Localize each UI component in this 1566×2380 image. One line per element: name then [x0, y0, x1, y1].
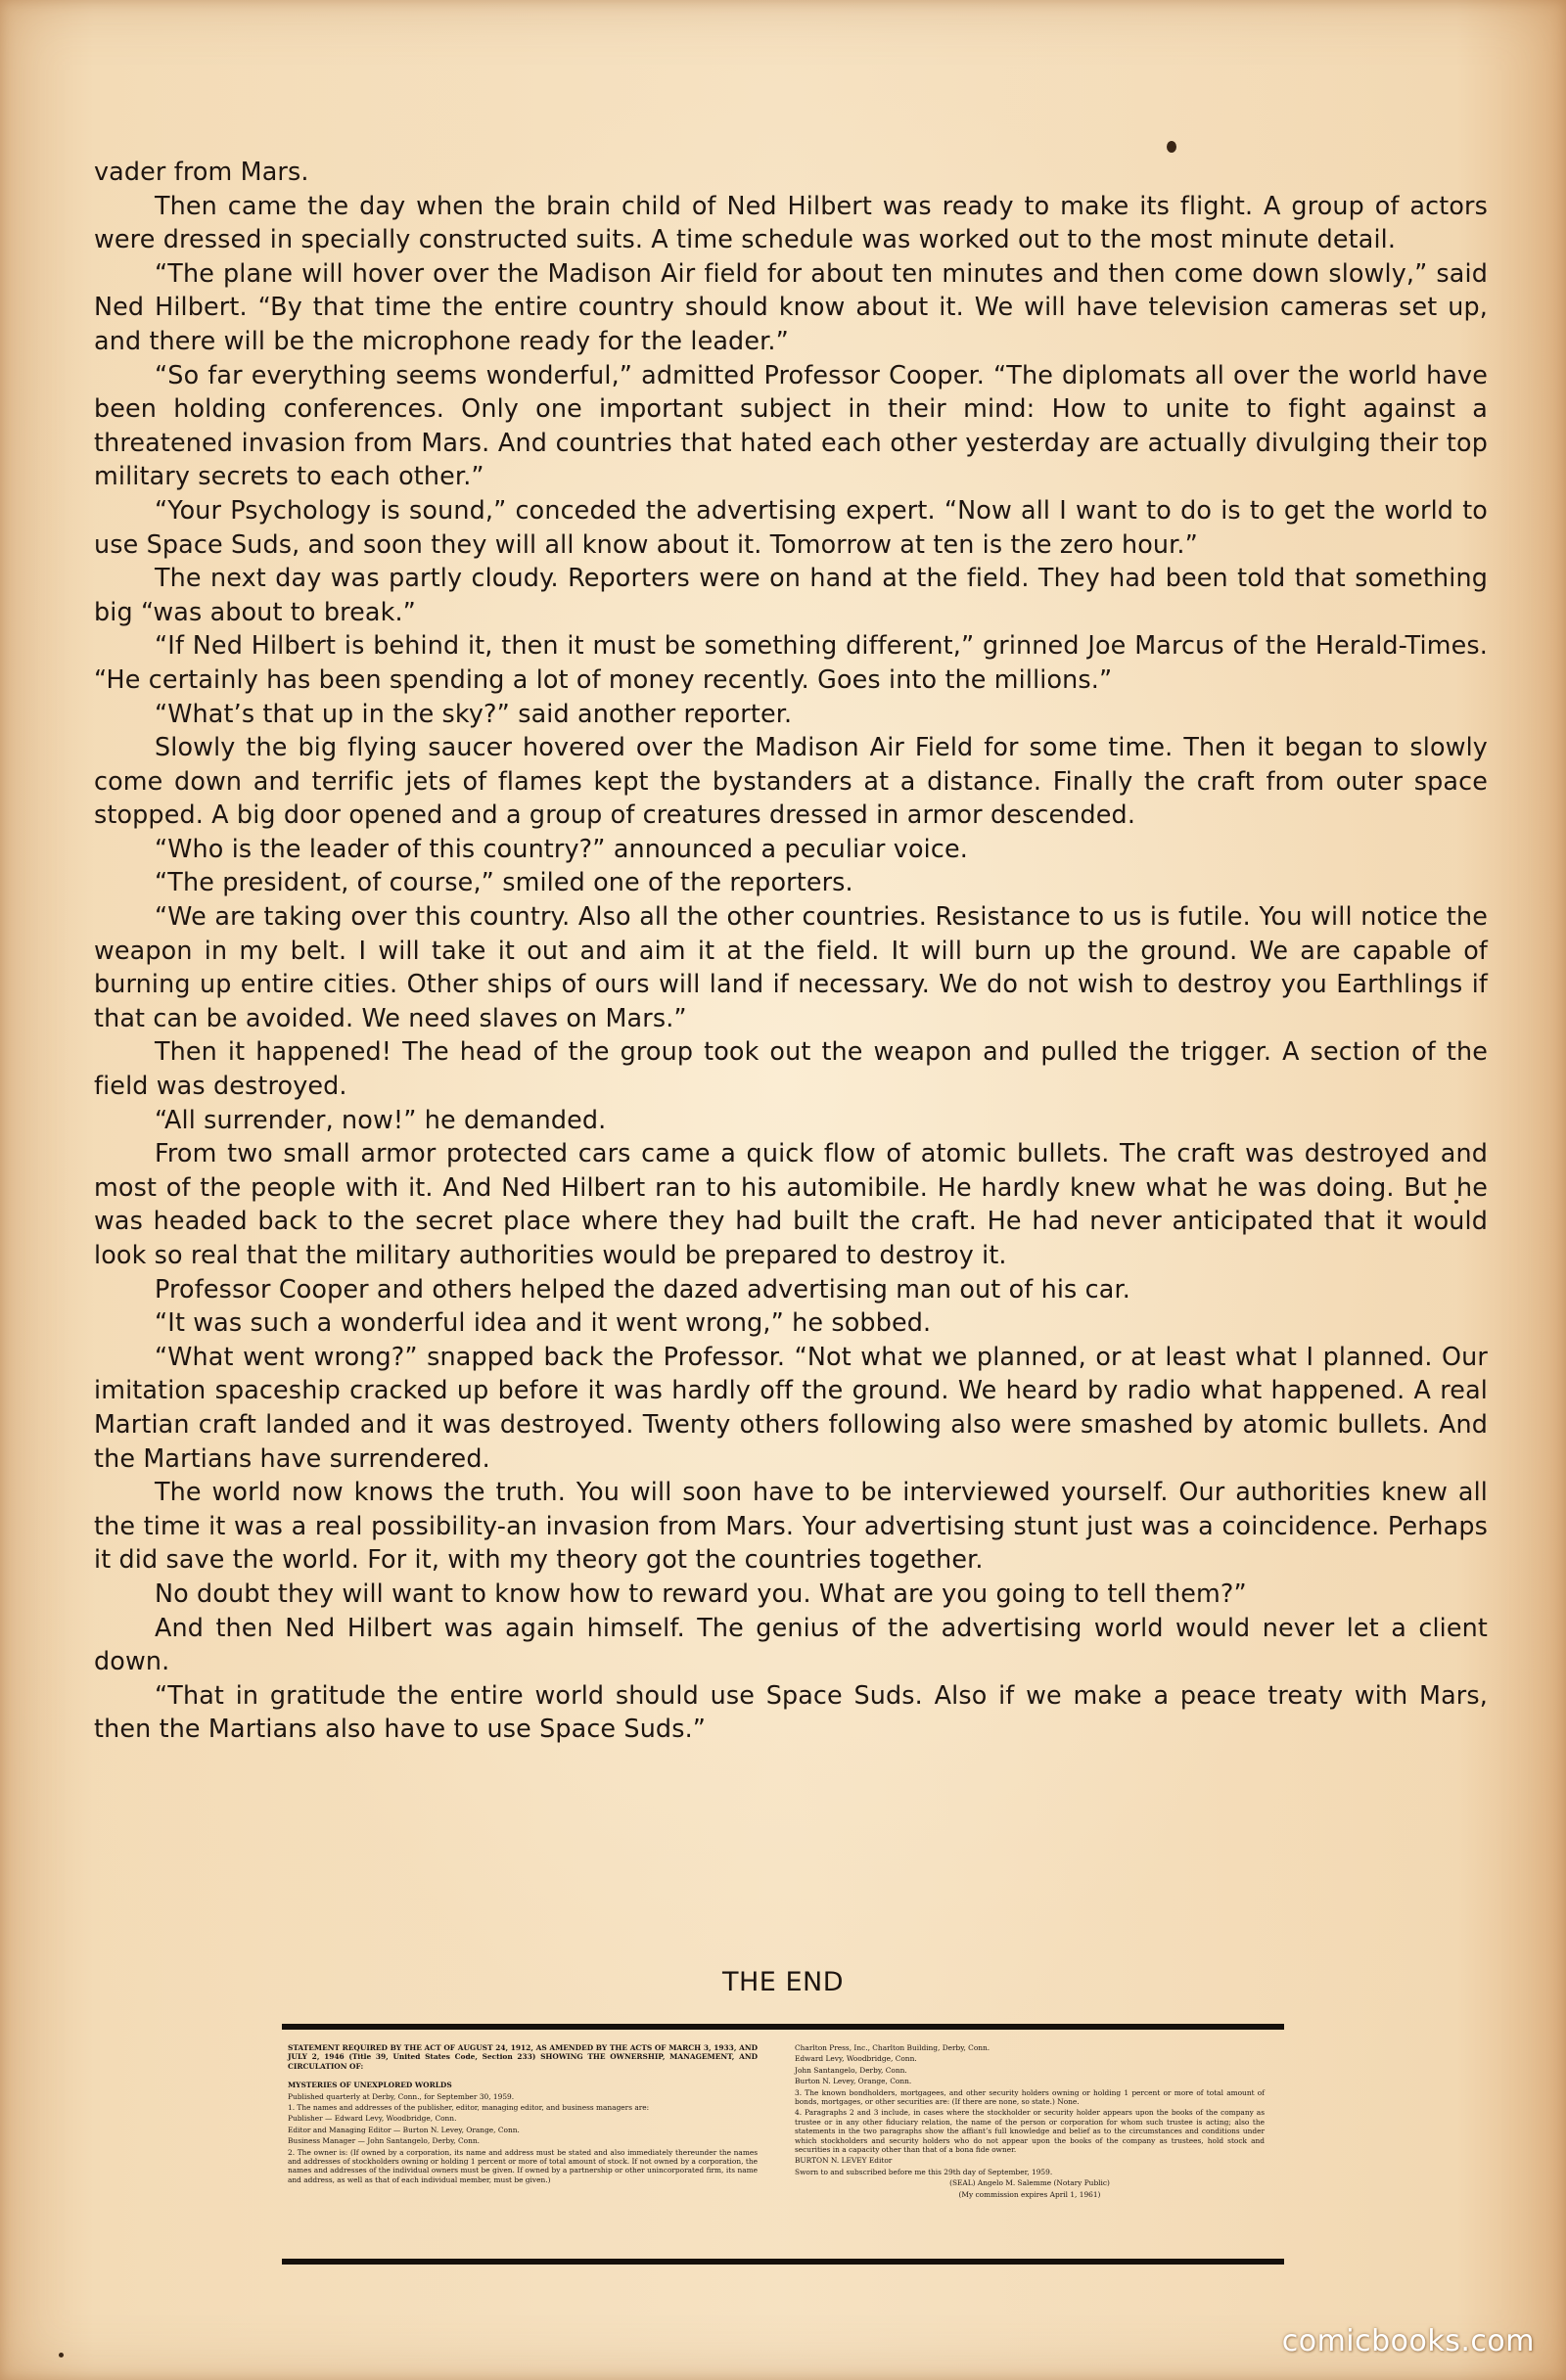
story-paragraph: Slowly the big flying saucer hovered over the Madison Air Field for some time. Then it began to slowly come down and terrific jets of flames kept the bystanders at a distance. Finally the craft from outer space stopped. A big door opened and a group of creatures dressed in armor descended. — [94, 732, 1488, 830]
statement-line: Sworn to and subscribed before me this 29th day of September, 1959. — [795, 2167, 1053, 2176]
story-paragraph: Then it happened! The head of the group took out the weapon and pulled the trigger. A section of the field was destroyed. — [94, 1036, 1488, 1101]
statement-left-column — [288, 2043, 758, 2186]
statement-line: BURTON N. LEVEY Editor — [795, 2156, 893, 2166]
statement-line: 1. The names and addresses of the publisher, editor, managing editor, and business managers are: — [288, 2103, 650, 2113]
statement-line: STATEMENT REQUIRED BY THE ACT OF AUGUST 24, 1912, AS AMENDED BY THE ACTS OF MARCH 3, 1933, AND JULY 2, 1946 (Title 39, United States Code, Section 233) SHOWING THE OWNERSHIP, MANAGEMENT, AND CIRCULATION OF: — [288, 2043, 758, 2071]
ownership-statement-box — [282, 2024, 1284, 2265]
story-text — [94, 155, 1488, 1746]
story-paragraph: “We are taking over this country. Also all the other countries. Resistance to us is futile. You will notice the weapon in my belt. I will take it out and aim it at the field. It will burn up the ground. We are capable of burning up entire cities. Other ships of ours will land if necessary. We do not wish to destroy you Earthlings if that can be avoided. We need slaves on Mars.” — [94, 901, 1488, 1032]
statement-line: (SEAL) Angelo M. Salemme (Notary Public) — [949, 2178, 1110, 2188]
statement-line: Publisher — Edward Levy, Woodbridge, Conn. — [288, 2114, 457, 2124]
statement-right-column — [795, 2043, 1265, 2201]
statement-line: MYSTERIES OF UNEXPLORED WORLDS — [288, 2081, 452, 2090]
story-paragraph: Professor Cooper and others helped the dazed advertising man out of his car. — [155, 1273, 1130, 1304]
statement-line: Edward Levy, Woodbridge, Conn. — [795, 2054, 917, 2064]
story-paragraph: “So far everything seems wonderful,” admitted Professor Cooper. “The diplomats all over the world have been holding conferences. Only one important subject in their mind: How to unite to fight against a threatened invasion from Mars. And countries that hated each other yesterday are actually divulging their top military secrets to each other.” — [94, 359, 1488, 491]
statement-line: Burton N. Levey, Orange, Conn. — [795, 2077, 912, 2086]
statement-line: 2. The owner is: (If owned by a corporation, its name and address must be stated and also immediately thereunder the names and addresses of stockholders owning or holding 1 percent or more of total amount of stock. If not owned by a corporation, the names and addresses of the individual owners must be given. If owned by a partnership or other unincorporated firm, its name and address, as well as that of each individual member, must be given.) — [288, 2147, 758, 2184]
story-paragraph: “The plane will hover over the Madison Air field for about ten minutes and then come down slowly,” said Ned Hilbert. “By that time the entire country should know about it. We will have television cameras set up, and there will be the microphone ready for the leader.” — [94, 257, 1488, 355]
statement-line: (My commission expires April 1, 1961) — [958, 2189, 1101, 2199]
story-paragraph: “It was such a wonderful idea and it went wrong,” he sobbed. — [155, 1307, 932, 1338]
story-paragraph: “All surrender, now!” he demanded. — [155, 1104, 607, 1134]
story-paragraph: No doubt they will want to know how to reward you. What are you going to tell them?” — [155, 1578, 1247, 1608]
watermark: comicbooks.com — [1281, 2324, 1535, 2358]
story-paragraph: The next day was partly cloudy. Reporters were on hand at the field. They had been told that something big “was about to break.” — [94, 563, 1488, 626]
statement-line: Charlton Press, Inc., Charlton Building, Derby, Conn. — [795, 2043, 990, 2052]
the-end-label: THE END — [722, 1967, 844, 1997]
ink-speck — [1167, 141, 1176, 153]
story-paragraph: And then Ned Hilbert was again himself. The genius of the advertising world would never let a client down. — [94, 1612, 1488, 1676]
story-paragraph: “Your Psychology is sound,” conceded the advertising expert. “Now all I want to do is to get the world to use Space Suds, and soon they will all know about it. Tomorrow at ten is the zero hour.” — [94, 494, 1488, 559]
story-paragraph: “Who is the leader of this country?” announced a peculiar voice. — [155, 833, 968, 863]
statement-line: Editor and Managing Editor — Burton N. Levey, Orange, Conn. — [288, 2125, 520, 2134]
story-paragraph: “The president, of course,” smiled one of the reporters. — [155, 867, 853, 897]
story-paragraph: Then came the day when the brain child of Ned Hilbert was ready to make its flight. A group of actors were dressed in specially constructed suits. A time schedule was worked out to the most minute detail. — [94, 190, 1488, 254]
story-paragraph: From two small armor protected cars came a quick flow of atomic bullets. The craft was destroyed and most of the people with it. And Ned Hilbert ran to his automibile. He hardly knew what he was doing. But he was headed back to the secret place where they had built the craft. He had never anticipated that it would look so real that the military authorities would be prepared to destroy it. — [94, 1138, 1488, 1269]
statement-line: Published quarterly at Derby, Conn., for September 30, 1959. — [288, 2091, 515, 2101]
statement-line: 4. Paragraphs 2 and 3 include, in cases where the stockholder or security holder appears upon the books of the company as trustee or in any other fiduciary relation, the name of the person or corporation for whom such trustee is acting; also the statements in the two paragraphs show the affiant’s full knowledge and belief as to the circumstances and conditions under which stockholders and security holders who do not appear upon the books of the company as trustees, hold stock and securities in a capacity other than that of a bona fide owner. — [795, 2108, 1265, 2155]
ink-speck — [59, 2353, 64, 2357]
statement-line: Business Manager — John Santangelo, Derby, Conn. — [288, 2136, 480, 2146]
story-paragraph: “That in gratitude the entire world should use Space Suds. Also if we make a peace treaty with Mars, then the Martians also have to use Space Suds.” — [94, 1679, 1488, 1744]
story-paragraph: vader from Mars. — [94, 157, 309, 186]
story-paragraph: “What went wrong?” snapped back the Professor. “Not what we planned, or at least what I planned. Our imitation spaceship cracked up before it was hardly off the ground. We heard by radio what happened. A real Martian craft landed and it was destroyed. Twenty others following also were smashed by atomic bullets. And the Martians have surrendered. — [94, 1341, 1488, 1473]
story-paragraph: The world now knows the truth. You will soon have to be interviewed yourself. Our authorities knew all the time it was a real possibility-an invasion from Mars. Your advertising stunt just was a coincidence. Perhaps it did save the world. For it, with my theory got the countries together. — [94, 1477, 1488, 1575]
story-paragraph: “What’s that up in the sky?” said another reporter. — [155, 698, 793, 728]
story-paragraph: “If Ned Hilbert is behind it, then it must be something different,” grinned Joe Marcus of the Herald-Times. “He certainly has been spending a lot of money recently. Goes into the millions.” — [94, 630, 1488, 694]
statement-line: John Santangelo, Derby, Conn. — [795, 2065, 907, 2075]
statement-line: 3. The known bondholders, mortgagees, and other security holders owning or holding 1 percent or more of total amount of bonds, mortgages, or other securities are: (If there are none, so state.) None. — [795, 2087, 1265, 2107]
